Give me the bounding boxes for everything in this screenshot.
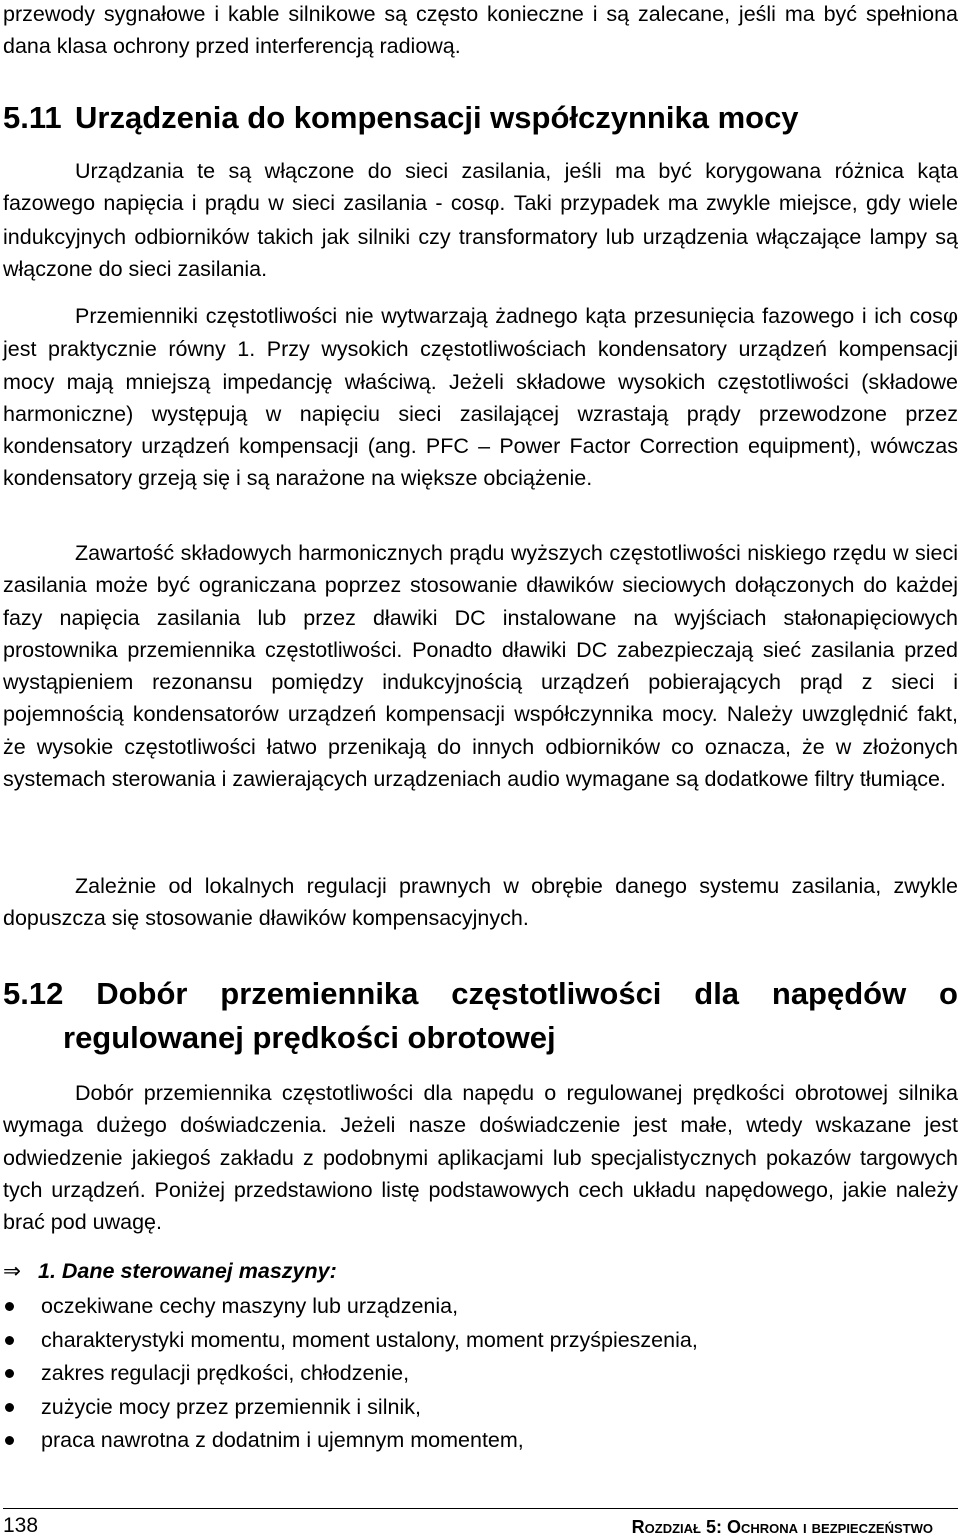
section-heading-5-12 <box>3 972 958 1060</box>
paragraph-text: Zawartość składowych harmonicznych prądu wyższych częstotliwości niskiego rzędu w sieci zasilania może być ograniczana poprzez stosowanie dławików sieciowych dołączonych do każdej fazy napięcia zasilania lub przez dławiki DC instalowane na wyjściach stałonapięciowych prostownika przemiennika częstotliwości. Ponadto dławiki DC zabezpieczają sieć zasilania przed wystąpieniem rezonansu pomiędzy indukcyjnością urządzeń pobierających prąd z sieci i pojemnością kondensatorów urządzeń kompensacji współczynnika mocy. Należy uwzględnić fakt, że wysokie częstotliwości łatwo przenikają do innych odbiorników co oznacza, że w złożonych systemach sterowania i zawierających urządzeniach audio wymagane są dodatkowe filtry tłumiące. <box>3 541 958 792</box>
section-number: 5.12 <box>3 976 64 1011</box>
paragraph-text: Dobór przemiennika częstotliwości dla napędu o regulowanej prędkości obrotowej silnika wymaga dużego doświadczenia. Jeżeli nasze doświadczenie jest małe, wtedy wskazane jest odwiedzenie jakiegoś zakładu z podobnymi aplikacjami lub specjalistycznych pokazów targowych tych urządzeń. Poniżej przedstawiono listę podstawowych cech układu napędowego, jakie należy brać pod uwagę. <box>3 1081 958 1235</box>
footer-divider <box>3 1508 958 1509</box>
bullet-icon <box>5 1403 14 1412</box>
paragraph-converters <box>3 300 958 495</box>
list-item-text: zużycie mocy przez przemiennik i silnik, <box>41 1394 421 1419</box>
chapter-title: Rozdział 5: Ochrona i bezpieczeństwo <box>631 1517 933 1537</box>
list-item <box>3 1324 698 1358</box>
list-item-text: charakterystyki momentu, moment ustalony, moment przyśpieszenia, <box>41 1327 698 1352</box>
list-item <box>3 1290 698 1324</box>
paragraph-selection <box>3 1077 958 1238</box>
list-item-text: praca nawrotna z dodatnim i ujemnym momentem, <box>41 1428 524 1453</box>
list-item <box>3 1357 698 1391</box>
paragraph-text: Zależnie od lokalnych regulacji prawnych w obrębie danego systemu zasilania, zwykle dopuszcza się stosowanie dławików kompensacyjnych. <box>3 874 958 931</box>
phi-symbol: φ <box>484 191 500 217</box>
phi-symbol: φ <box>942 304 958 329</box>
section-heading-5-11 <box>3 96 958 139</box>
paragraph-text: jest praktycznie równy 1. Przy wysokich częstotliwościach kondensatory urządzeń kompensacji mocy mają mniejszą impedancję właściwą. Jeżeli składowe wysokich częstotliwości (składowe harmoniczne) występują w napięciu sieci zasilającej wzrastają prądy przewodzone przez kondensatory urządzeń kompensacji (ang. PFC – Power Factor Correction equipment), wówczas kondensatory grzeją się i są narażone na większe obciążenie. <box>3 337 958 491</box>
list-item <box>3 1424 698 1458</box>
bullet-icon <box>5 1436 14 1445</box>
arrow-right-icon: ⇒ <box>3 1259 22 1284</box>
list-item-text: zakres regulacji prędkości, chłodzenie, <box>41 1361 410 1386</box>
bullet-icon <box>5 1302 14 1311</box>
bullet-icon <box>5 1336 14 1345</box>
section-title: Urządzenia do kompensacji współczynnika mocy <box>75 100 799 135</box>
list-heading-text: 1. Dane sterowanej maszyny: <box>38 1259 337 1283</box>
list-item <box>3 1391 698 1425</box>
paragraph-regulations <box>3 870 958 935</box>
paragraph-harmonics <box>3 537 958 795</box>
bullet-list <box>3 1290 698 1458</box>
list-item-text: oczekiwane cechy maszyny lub urządzenia, <box>41 1294 459 1318</box>
paragraph-intro <box>3 0 958 63</box>
paragraph-text: Przemienniki częstotliwości nie wytwarzają żadnego kąta przesunięcia fazowego i ich cos <box>75 304 943 328</box>
page-number: 138 <box>3 1514 39 1537</box>
paragraph-text: . Taki przypadek ma zwykle miejsce, gdy wiele indukcyjnych odbiorników takich jak silniki czy transformatory lub urządzenia włączające lampy są włączone do sieci zasilania. <box>3 191 958 281</box>
section-title: Dobór przemiennika częstotliwości dla napędów o regulowanej prędkości obrotowej <box>63 976 958 1055</box>
list-heading <box>3 1255 337 1288</box>
bullet-icon <box>5 1369 14 1378</box>
paragraph-text: Urządzania te są włączone do sieci zasilania, jeśli ma być korygowana różnica kąta fazowego napięcia i prądu w sieci zasilania - cos <box>3 159 958 216</box>
section-number: 5.11 <box>3 100 62 135</box>
paragraph-compensation <box>3 155 958 285</box>
paragraph-intro-text: przewody sygnałowe i kable silnikowe są często konieczne i są zalecane, jeśli ma być spełniona dana klasa ochrony przed interferencją radiową. <box>3 2 958 59</box>
